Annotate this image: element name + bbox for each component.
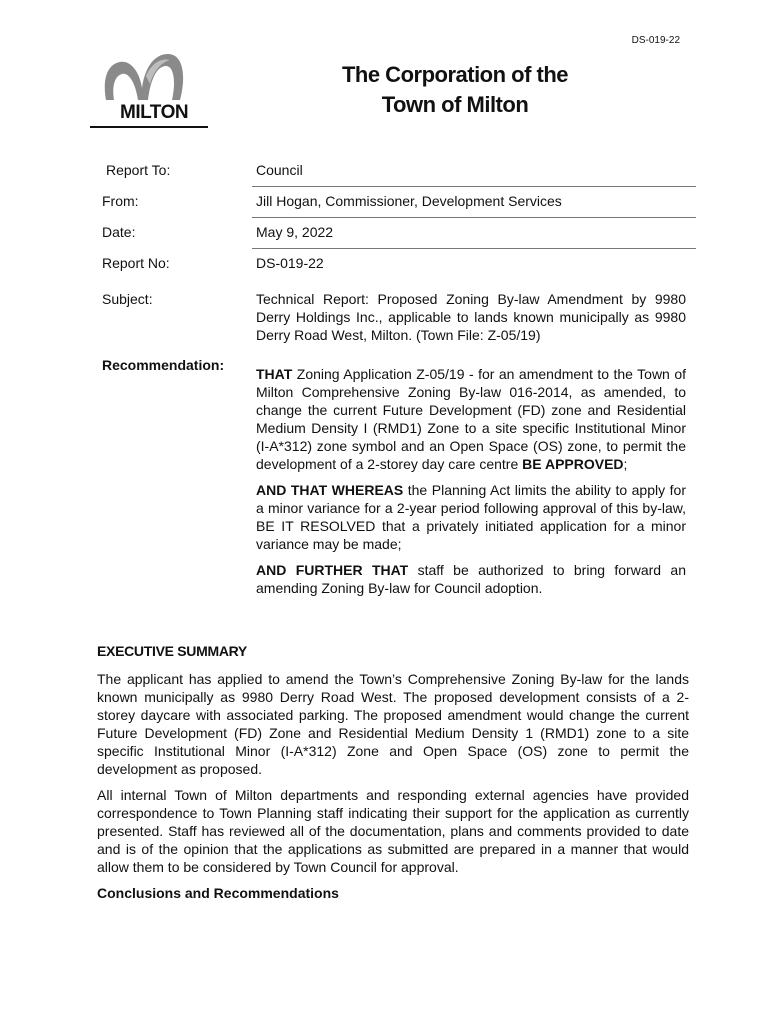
meta-value: DS-019-22 xyxy=(256,255,324,271)
rec-end: ; xyxy=(623,456,628,472)
meta-row-report-to xyxy=(90,156,696,187)
title-line-1: The Corporation of the xyxy=(341,62,569,87)
meta-label: Report To: xyxy=(106,162,171,178)
rec-body: staff be authorized to bring forward an amending Zoning By-law for Council adoption. xyxy=(256,562,686,596)
meta-value: Jill Hogan, Commissioner, Development Services xyxy=(256,193,562,209)
rec-body: the Planning Act limits the ability to apply for a minor variance for a 2-year period following approval of this by-law, BE IT RESOLVED that a privately initiated application for a minor variance may be made; xyxy=(256,482,686,552)
logo-underline xyxy=(90,126,208,128)
executive-summary-body xyxy=(97,670,689,902)
rec-lead-and-further-that: AND FURTHER THAT xyxy=(256,562,409,578)
conclusions-heading: Conclusions and Recommendations xyxy=(97,885,339,901)
rec-lead-that: THAT xyxy=(256,366,293,382)
milton-logo-icon xyxy=(96,48,202,104)
milton-logo xyxy=(90,48,208,130)
logo-wordmark: MILTON xyxy=(120,102,189,123)
recommendation-label: Recommendation: xyxy=(102,357,225,373)
recommendation-paragraph-1 xyxy=(256,365,686,473)
meta-value: Council xyxy=(256,162,303,178)
meta-row-date xyxy=(90,218,696,249)
recommendation-paragraph-2 xyxy=(256,481,686,553)
rec-be-approved: BE APPROVED xyxy=(522,456,624,472)
recommendation-body xyxy=(256,365,686,605)
executive-summary-paragraph-2: All internal Town of Milton departments and responding external agencies have provided correspondence to Town Planning staff indicating their support for the application as currently presented. Staff has reviewed all of the documentation, plans and comments provided to date and is of the opinion that the applications as submitted are prepared in a manner that would allow them to be considered by Town Council for approval. xyxy=(97,787,689,875)
meta-value: May 9, 2022 xyxy=(256,224,334,240)
report-meta-table xyxy=(90,156,696,280)
corporation-title xyxy=(265,60,645,120)
executive-summary-paragraph-1: The applicant has applied to amend the Town’s Comprehensive Zoning By-law for the lands known municipally as 9980 Derry Road West. The proposed development consists of a 2-storey daycare with associated parking. The proposed amendment would change the current Future Development (FD) Zone and Residential Medium Density 1 (RMD1) zone to a site specific Institutional Minor (I-A*312) Zone and Open Space (OS) zone to permit the development as proposed. xyxy=(97,671,689,777)
meta-label: From: xyxy=(102,193,139,209)
subject-text: Technical Report: Proposed Zoning By-law Amendment by 9980 Derry Holdings Inc., applicable to lands known municipally as 9980 Derry Road West, Milton. (Town File: Z-05/19) xyxy=(256,291,686,343)
executive-summary-heading: EXECUTIVE SUMMARY xyxy=(97,643,247,659)
rec-body: Zoning Application Z-05/19 - for an amendment to the Town of Milton Comprehensive Zoning By-law 016-2014, as amended, to change the current Future Development (FD) zone and Residential Medium Density I (RMD1) Zone to a site specific Institutional Minor (I-A*312) zone symbol and an Open Space (OS) zone, to permit the development of a 2-storey day care centre xyxy=(256,366,686,472)
meta-label: Date: xyxy=(102,224,136,240)
recommendation-paragraph-3 xyxy=(256,561,686,597)
title-line-2: Town of Milton xyxy=(381,92,529,117)
rec-lead-and-that-whereas: AND THAT WHEREAS xyxy=(256,482,404,498)
document-code: DS-019-22 xyxy=(631,35,680,46)
meta-row-report-no xyxy=(90,249,696,280)
meta-row-from xyxy=(90,187,696,218)
subject-label: Subject: xyxy=(102,291,153,307)
meta-label: Report No: xyxy=(102,255,170,271)
